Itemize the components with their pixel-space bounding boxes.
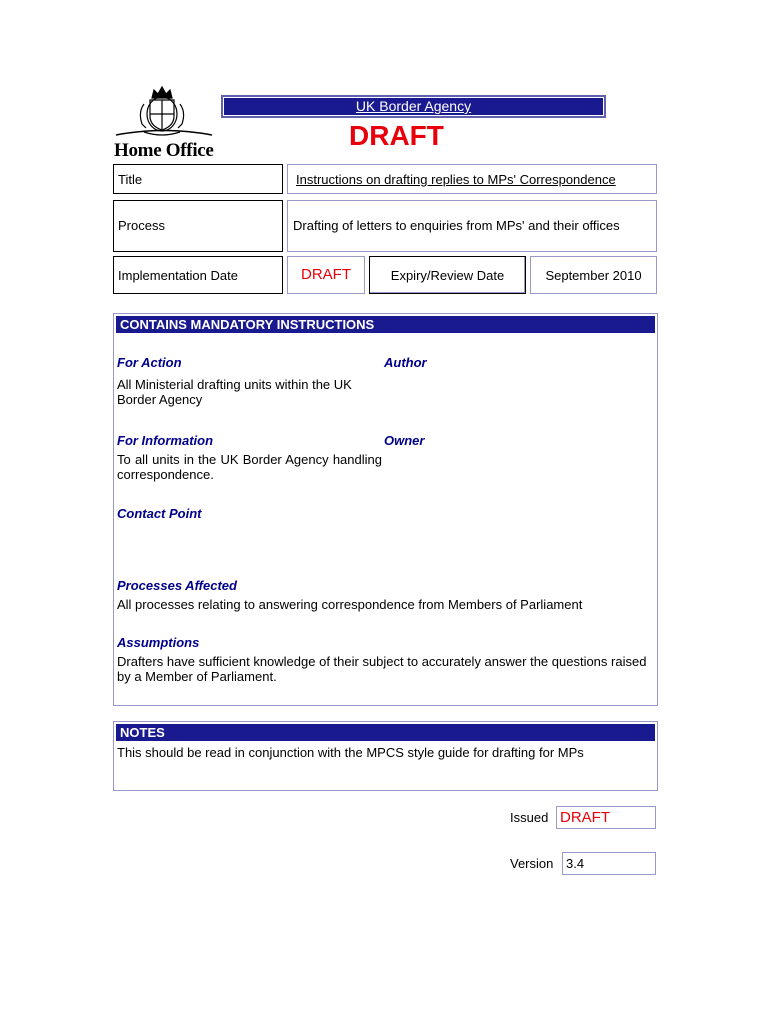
logo-wordmark: Home Office	[114, 140, 214, 161]
owner-label: Owner	[384, 433, 425, 448]
version-value-cell	[562, 852, 656, 875]
impl-date-value-cell	[287, 256, 365, 294]
title-label-cell	[113, 164, 283, 194]
issued-value-cell	[556, 806, 656, 829]
instructions-panel	[113, 313, 658, 706]
notes-panel	[113, 721, 658, 791]
processes-affected-text: All processes relating to answering correspondence from Members of Parliament	[117, 597, 583, 612]
issued-value: DRAFT	[560, 809, 610, 826]
draft-status-heading: DRAFT	[349, 120, 444, 151]
issued-label: Issued	[510, 810, 549, 825]
version-value: 3.4	[566, 856, 585, 871]
process-value-cell	[287, 200, 657, 252]
author-label: Author	[384, 355, 427, 370]
for-action-text: All Ministerial drafting units within the UK Border Agency	[117, 377, 352, 407]
version-label: Version	[510, 856, 554, 871]
title-label: Title	[118, 172, 143, 187]
for-information-text: To all units in the UK Border Agency handling correspondence.	[117, 452, 382, 482]
agency-title-inner: UK Border Agency	[224, 98, 603, 115]
impl-date-value: DRAFT	[301, 266, 351, 283]
instructions-bar: CONTAINS MANDATORY INSTRUCTIONS	[116, 316, 655, 333]
process-label: Process	[118, 218, 165, 233]
expiry-value: September 2010	[545, 268, 642, 283]
expiry-label-cell	[369, 256, 526, 294]
for-information-label: For Information	[117, 433, 214, 448]
title-value-cell	[287, 164, 657, 194]
expiry-value-cell	[530, 256, 657, 294]
expiry-label: Expiry/Review Date	[390, 268, 505, 283]
agency-title-bar	[221, 95, 606, 118]
assumptions-label: Assumptions	[117, 635, 200, 650]
notes-bar: NOTES	[116, 724, 655, 741]
processes-affected-label: Processes Affected	[117, 578, 237, 593]
home-office-logo	[114, 84, 214, 164]
process-value: Drafting of letters to enquiries from MPs' and their offices	[293, 218, 620, 233]
title-value: Instructions on drafting replies to MPs' Correspondence	[296, 172, 616, 187]
process-label-cell	[113, 200, 283, 252]
assumptions-text: Drafters have sufficient knowledge of their subject to accurately answer the questions raised by a Member of Parliament.	[117, 654, 647, 684]
notes-text: This should be read in conjunction with the MPCS style guide for drafting for MPs	[117, 745, 584, 760]
for-action-label: For Action	[117, 355, 182, 370]
contact-point-label: Contact Point	[117, 506, 202, 521]
impl-date-label-cell	[113, 256, 283, 294]
impl-date-label: Implementation Date	[118, 268, 238, 283]
